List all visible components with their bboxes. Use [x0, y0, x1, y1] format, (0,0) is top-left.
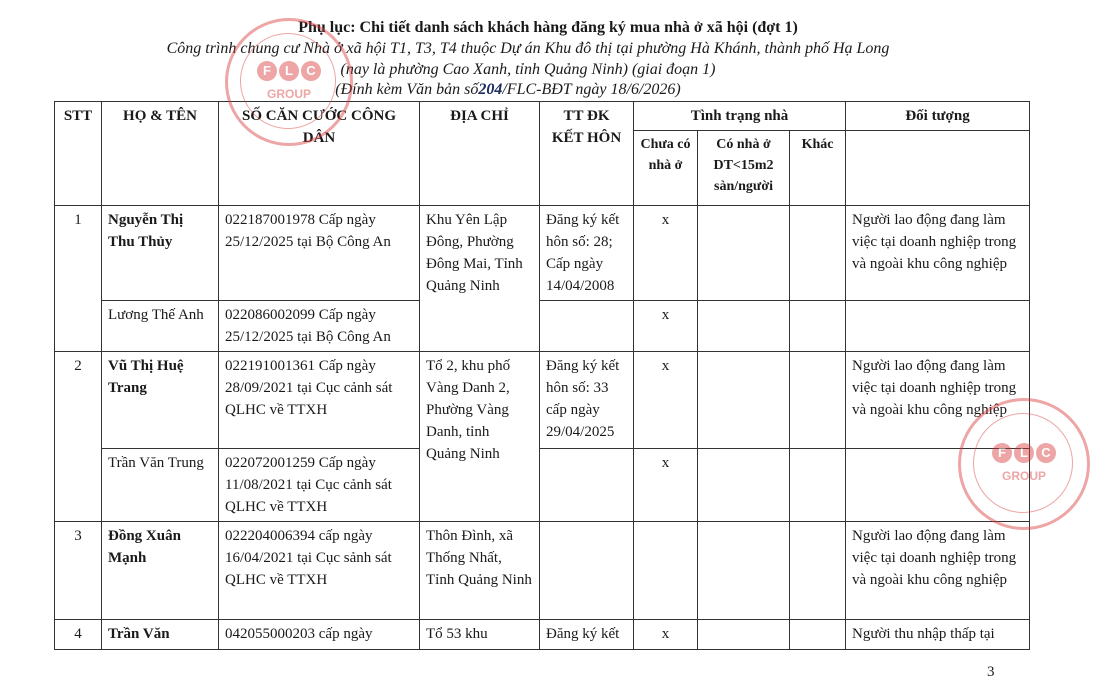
row-target: Người thu nhập thấp tại [846, 620, 1030, 650]
row-target: Người lao động đang làm việc tại doanh nghiệp trong và ngoài khu công nghiệp [846, 522, 1030, 620]
row-id: 022072001259 Cấp ngày 11/08/2021 tại Cục cảnh sát QLHC về TTXH [219, 449, 420, 522]
row-housing-other [790, 522, 846, 620]
appendix-title: Phụ lục: Chi tiết danh sách khách hàng đăng ký mua nhà ở xã hội (đợt 1) [298, 19, 798, 36]
col-housing-small: Có nhà ở DT<15m2 sàn/người [698, 131, 790, 206]
col-stt: STT [55, 102, 102, 206]
row-marriage: Đăng ký kết hôn số: 28; Cấp ngày 14/04/2008 [540, 206, 634, 301]
row-name: Trần Văn Trung [102, 449, 219, 522]
row-stt: 3 [55, 522, 102, 620]
stamp-brand-letter: F [992, 443, 1012, 463]
row-housing-other [790, 352, 846, 449]
col-target: Đối tượng [846, 102, 1030, 131]
row-marriage: Đăng ký kết hôn số: 33 cấp ngày 29/04/2025 [540, 352, 634, 449]
row-name: Nguyễn Thị Thu Thủy [102, 206, 219, 301]
row-housing-none: x [634, 449, 698, 522]
row-address: Khu Yên Lập Đông, Phường Đông Mai, Tỉnh Quảng Ninh [420, 206, 540, 352]
row-id: 022187001978 Cấp ngày 25/12/2025 tại Bộ Công An [219, 206, 420, 301]
stamp-group-text: GROUP [266, 87, 311, 101]
col-name: HỌ & TÊN [102, 102, 219, 206]
document-number: 204 [478, 81, 503, 98]
row-id: 042055000203 cấp ngày [219, 620, 420, 650]
reference-line [0, 81, 1056, 99]
location-line: (nay là phường Cao Xanh, tỉnh Quảng Ninh) (giai đoạn 1) [340, 61, 716, 78]
page-number: 3 [987, 664, 995, 680]
row-housing-small [698, 301, 790, 352]
row-housing-none: x [634, 352, 698, 449]
col-housing-other: Khác [790, 131, 846, 206]
row-stt: 2 [55, 352, 102, 522]
col-address: ĐỊA CHỈ [420, 102, 540, 206]
row-marriage: Đăng ký kết [540, 620, 634, 650]
row-housing-none [634, 522, 698, 620]
row-housing-small [698, 352, 790, 449]
row-target: Người lao động đang làm việc tại doanh nghiệp trong và ngoài khu công nghiệp [846, 352, 1030, 449]
row-housing-small [698, 449, 790, 522]
stamp-brand-letter: L [1014, 443, 1034, 463]
row-target [846, 301, 1030, 352]
row-stt: 1 [55, 206, 102, 352]
row-marriage [540, 449, 634, 522]
customer-table [54, 101, 1030, 650]
row-housing-other [790, 301, 846, 352]
row-housing-none: x [634, 206, 698, 301]
row-target: Người lao động đang làm việc tại doanh nghiệp trong và ngoài khu công nghiệp [846, 206, 1030, 301]
table-row [55, 301, 1030, 352]
row-id: 022204006394 cấp ngày 16/04/2021 tại Cục sảnh sát QLHC về TTXH [219, 522, 420, 620]
table-row [55, 522, 1030, 620]
company-stamp-right [958, 398, 1090, 530]
row-address: Tổ 2, khu phố Vàng Danh 2, Phường Vàng Danh, tỉnh Quảng Ninh [420, 352, 540, 522]
stamp-brand-letter: F [257, 61, 277, 81]
project-line: Công trình chung cư Nhà ở xã hội T1, T3, T4 thuộc Dự án Khu đô thị tại phường Hà Khánh, thành phố Hạ Long [166, 40, 890, 57]
row-housing-small [698, 620, 790, 650]
row-housing-other [790, 206, 846, 301]
row-name: Lương Thế Anh [102, 301, 219, 352]
row-name: Trần Văn [102, 620, 219, 650]
table-row [55, 206, 1030, 301]
row-address: Thôn Đình, xã Thống Nhất, Tỉnh Quảng Ninh [420, 522, 540, 620]
row-housing-none: x [634, 301, 698, 352]
row-marriage [540, 522, 634, 620]
row-housing-other [790, 620, 846, 650]
row-id: 022086002099 Cấp ngày 25/12/2025 tại Bộ Công An [219, 301, 420, 352]
row-stt: 4 [55, 620, 102, 650]
stamp-group-text: GROUP [1001, 469, 1046, 483]
row-id: 022191001361 Cấp ngày 28/09/2021 tại Cục cảnh sát QLHC về TTXH [219, 352, 420, 449]
stamp-brand-letter: C [301, 61, 321, 81]
row-marriage [540, 301, 634, 352]
reference-suffix: /FLC-BĐT ngày 18/6/2026) [502, 81, 681, 98]
table-row [55, 352, 1030, 449]
row-housing-none: x [634, 620, 698, 650]
row-housing-other [790, 449, 846, 522]
table-row [55, 620, 1030, 650]
row-housing-small [698, 206, 790, 301]
col-target-empty [846, 131, 1030, 206]
stamp-brand-letter: C [1036, 443, 1056, 463]
stamp-brand-letter: L [279, 61, 299, 81]
col-housing: Tình trạng nhà [634, 102, 846, 131]
reference-prefix: (Đính kèm Văn bản số [335, 81, 479, 98]
table-row [55, 449, 1030, 522]
header-row [55, 102, 1030, 131]
company-stamp-top [225, 18, 353, 146]
row-name: Vũ Thị Huệ Trang [102, 352, 219, 449]
col-housing-none: Chưa có nhà ở [634, 131, 698, 206]
row-housing-small [698, 522, 790, 620]
row-name: Đồng Xuân Mạnh [102, 522, 219, 620]
col-marriage: TT ĐK KẾT HÔN [540, 102, 634, 206]
row-address: Tổ 53 khu [420, 620, 540, 650]
col-id: SỐ CĂN CƯỚC CÔNG DÂN [219, 102, 420, 206]
